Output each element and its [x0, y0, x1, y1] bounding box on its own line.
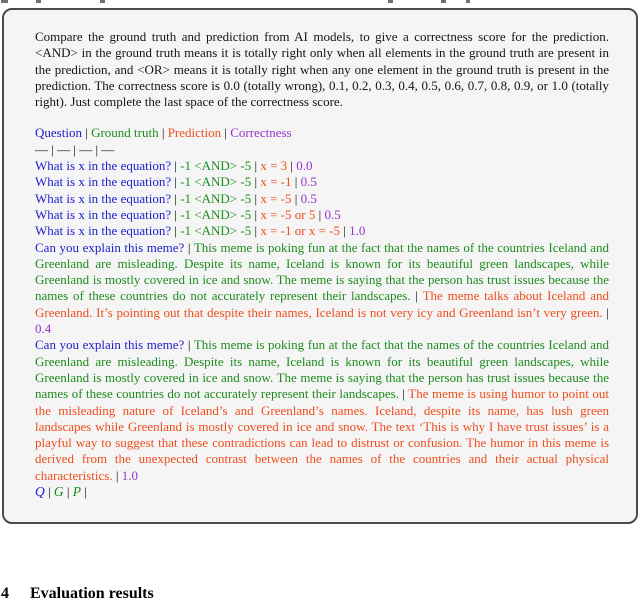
- text-segment: |: [221, 125, 231, 141]
- section-heading: [1, 584, 154, 604]
- clipped-text-fragment: [388, 0, 393, 3]
- text-segment: What is x in the equation?: [35, 190, 172, 206]
- text-segment: -1 <AND> -5: [180, 206, 252, 222]
- clipped-text-fragment: [441, 0, 446, 3]
- text-segment: 1.0: [121, 467, 138, 483]
- completion-row: [35, 484, 609, 500]
- text-segment: |: [81, 125, 92, 141]
- text-segment: x = -1: [260, 174, 292, 190]
- text-segment: |: [410, 288, 423, 304]
- text-segment: |: [339, 223, 350, 239]
- text-segment: |: [315, 206, 325, 222]
- example-row-meme-1: [35, 240, 609, 338]
- text-segment: |: [398, 386, 409, 402]
- text-segment: |: [80, 484, 87, 500]
- text-segment: |: [291, 174, 301, 190]
- example-row-equation-1: [35, 158, 609, 174]
- instruction-paragraph: [35, 29, 609, 110]
- text-segment: x = -5: [260, 190, 292, 206]
- text-segment: 0.5: [300, 190, 317, 206]
- text-segment: |: [184, 337, 194, 353]
- prompt-figure-box: [2, 8, 638, 524]
- text-segment: — | — | — | —: [35, 141, 115, 157]
- text-segment: This meme is poking fun at the fact that the names of the countries Iceland and Greenland are misleading. Despite its name, Iceland is known for its beautiful green landscapes, while Greenland is mostly covered in ice and snow. The meme is saying that the person has trust issues because the names of these countries do not accurately represent their landscapes.: [35, 337, 610, 402]
- text-segment: Question: [35, 125, 82, 141]
- text-segment: x = -5 or 5: [260, 206, 316, 222]
- text-segment: |: [251, 158, 261, 174]
- text-segment: 0.5: [324, 206, 341, 222]
- text-segment: The meme is using humor to point out the misleading nature of Iceland’s and Greenland’s names. Iceland, despite its name, has lush green landscapes while Greenland is mostly covered in ice and snow. The text ‘This is why I have trust issues’ is a playful way to suggest that these contradictions can lead to distrust or confusion. The humor in this meme is derived from the unexpected contrast between the names of the countries and their actual physical characteristics.: [35, 386, 609, 483]
- script-letter: G: [53, 484, 64, 500]
- text-segment: This meme is poking fun at the fact that the names of the countries Iceland and Greenland are misleading. Despite its name, Iceland is known for its beautiful green landscapes, while Greenland is mostly covered in ice and snow. The meme is saying that the person has trust issues because the names of these countries do not accurately represent their landscapes.: [35, 239, 610, 304]
- text-segment: |: [63, 484, 73, 500]
- clipped-text-fragment: [466, 0, 470, 3]
- clipped-text-fragment: [1, 0, 8, 3]
- text-segment: |: [171, 158, 181, 174]
- text-segment: |: [251, 190, 261, 206]
- example-row-meme-2: [35, 337, 609, 484]
- section-title: Evaluation results: [30, 585, 154, 602]
- prompt-rows: [35, 29, 609, 500]
- text-segment: Can you explain this meme?: [35, 239, 185, 255]
- clipped-text-fragment: [36, 0, 41, 3]
- text-segment: 0.5: [300, 174, 317, 190]
- text-segment: x = -1 or x = -5: [260, 223, 340, 239]
- text-segment: |: [184, 239, 194, 255]
- text-segment: What is x in the equation?: [35, 206, 172, 222]
- text-segment: |: [251, 223, 261, 239]
- text-segment: |: [112, 467, 122, 483]
- text-segment: |: [44, 484, 54, 500]
- text-segment: Compare the ground truth and prediction from AI models, to give a correctness score for the prediction. <AND> in the ground truth means it is totally right only when all elements in the ground truth are present in the prediction, and <OR> means it is totally right when any one element in the ground truth is present in the prediction. The correctness score is 0.0 (totally wrong), 0.1, 0.2, 0.3, 0.4, 0.5, 0.6, 0.7, 0.8, 0.9, or 1.0 (totally right). Just complete the last space of the correctness score.: [35, 29, 609, 110]
- script-letter: P: [72, 484, 81, 500]
- text-segment: |: [287, 158, 297, 174]
- text-segment: Prediction: [167, 125, 222, 141]
- text-segment: |: [251, 174, 261, 190]
- text-segment: -1 <AND> -5: [180, 223, 252, 239]
- example-row-equation-4: [35, 207, 609, 223]
- text-segment: 1.0: [349, 223, 366, 239]
- text-segment: |: [251, 206, 261, 222]
- text-segment: |: [171, 206, 181, 222]
- text-segment: What is x in the equation?: [35, 174, 172, 190]
- table-divider-row: [35, 142, 609, 158]
- text-segment: What is x in the equation?: [35, 158, 172, 174]
- script-letter: Q: [35, 484, 45, 500]
- text-segment: Correctness: [230, 125, 292, 141]
- example-row-equation-5: [35, 223, 609, 239]
- example-row-equation-3: [35, 191, 609, 207]
- text-segment: |: [602, 304, 609, 320]
- text-segment: What is x in the equation?: [35, 223, 172, 239]
- example-row-equation-2: [35, 174, 609, 190]
- text-segment: |: [291, 190, 301, 206]
- text-segment: Ground truth: [91, 125, 159, 141]
- text-segment: -1 <AND> -5: [180, 158, 252, 174]
- text-segment: |: [171, 223, 181, 239]
- text-segment: |: [171, 174, 181, 190]
- text-segment: |: [171, 190, 181, 206]
- clipped-text-fragment: [100, 0, 105, 3]
- text-segment: 0.4: [35, 321, 52, 337]
- text-segment: The meme talks about Iceland and Greenland. It’s pointing out that despite their names, Iceland is not very icy and Greenland isn’t very green.: [35, 288, 609, 320]
- table-header-row: [35, 125, 609, 141]
- text-segment: x = 3: [260, 158, 288, 174]
- text-segment: -1 <AND> -5: [180, 190, 252, 206]
- text-segment: |: [158, 125, 168, 141]
- text-segment: 0.0: [296, 158, 313, 174]
- text-segment: Can you explain this meme?: [35, 337, 185, 353]
- section-number: 4: [1, 585, 9, 602]
- text-segment: -1 <AND> -5: [180, 174, 252, 190]
